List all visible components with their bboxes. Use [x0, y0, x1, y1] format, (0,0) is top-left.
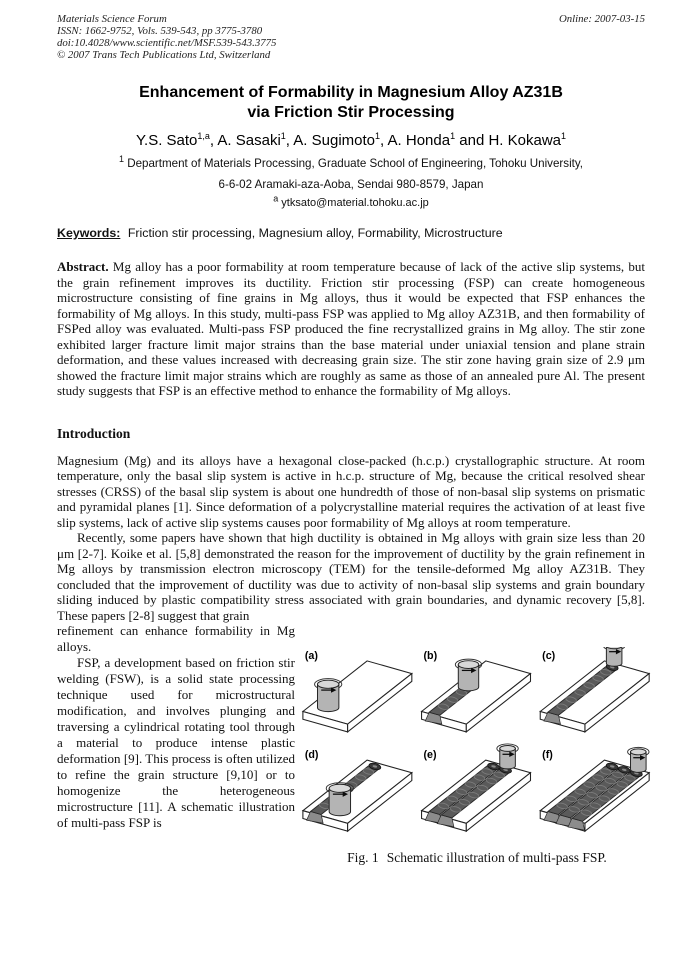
- figure-1-caption: [299, 850, 655, 866]
- figure-panel-label: (d): [304, 749, 319, 762]
- keywords-label: Keywords:: [57, 226, 121, 240]
- figure-panel-label: (e): [423, 749, 437, 762]
- doi-line: doi:10.4028/www.scientific.net/MSF.539-543.3775: [57, 37, 277, 49]
- affiliation-line2: 6-6-02 Aramaki-aza-Aoba, Sendai 980-8579, Japan: [218, 178, 484, 191]
- figure-1-caption-text: Schematic illustration of multi-pass FSP.: [386, 850, 607, 865]
- abstract-label: Abstract.: [57, 259, 109, 274]
- abstract-paragraph: [57, 259, 645, 399]
- journal-name: Materials Science Forum: [57, 13, 167, 25]
- text-figure-region: [57, 623, 645, 869]
- intro-paragraph-2-continued: refinement can enhance formability in Mg alloys.: [57, 623, 295, 654]
- paper-title: [57, 83, 645, 123]
- paper-title-line2: via Friction Stir Processing: [247, 104, 455, 121]
- keywords-line: [57, 226, 645, 240]
- keywords-text: Friction stir processing, Magnesium alloy, Formability, Microstructure: [127, 226, 503, 240]
- section-heading-introduction: Introduction: [57, 425, 131, 441]
- intro-paragraph-3: FSP, a development based on friction stir welding (FSW), is a solid state processing technique used for microstructural modification, and involves plunging and traversing a cylindrical rotating tool through a material to produce intense plastic deformation [9]. This process is often utilized to refine the grain structure [9,10] or to homogenize the heterogeneous microstructure [11]. A schematic illustration of multi-pass FSP is: [57, 655, 295, 830]
- figure-1: [299, 647, 655, 866]
- figure-1-caption-label: Fig. 1: [347, 850, 379, 865]
- online-date: Online: 2007-03-15: [558, 13, 645, 25]
- figure-panel-label: (a): [304, 649, 318, 662]
- figure-1-svg: [299, 647, 655, 846]
- authors-line: Y.S. Sato$^{1,a}$, A. Sasaki$^1$, A. Sugimoto$^1$, A. Honda$^1$ and H. Kokawa$^1$: [135, 131, 567, 149]
- copyright-line: © 2007 Trans Tech Publications Ltd, Switzerland: [57, 49, 271, 61]
- issn-line: ISSN: 1662-9752, Vols. 539-543, pp 3775-3780: [57, 25, 263, 37]
- author-email: $^a$ ytksato@material.tohoku.ac.jp: [273, 193, 429, 209]
- left-text-column: [57, 623, 295, 831]
- abstract-text: Mg alloy has a poor formability at room temperature because of lack of the active slip systems, but the grain refinement improves its ductility. Friction stir processing (FSP) can create homogeneous microstructure consisting of fine grains in Mg alloys, thus it would be expected that FSP enhances the formability of Mg alloys. In this study, multi-pass FSP was applied to Mg alloy AZ31B, and then formability of FSPed alloy was evaluated. Multi-pass FSP produced the fine recrystallized grains in Mg alloy. The stir zone exhibited larger fracture limit major strains than the base material under uniaxial tension and plane strain deformation, and these values increased with decreasing grain size. The stir zone having grain size of 2.9 μm showed the fracture limit major strains which are roughly as same as those of an annealed pure Al. The present study suggests that FSP is an effective method to enhance the formability of Mg alloys.: [57, 259, 646, 398]
- intro-paragraph-1: Magnesium (Mg) and its alloys have a hexagonal close-packed (h.c.p.) crystallographic structure. At room temperature, only the basal slip system is active in h.c.p. structure of Mg, because the critical resolved shear stresses (CRSS) of the basal slip system is about one hundredth of those of non-basal slip systems on prismatic and pyramidal planes [1]. Since deformation of a polycrystalline material requires the activation of at least five slip systems, lack of active slip systems causes poor formability of Mg alloys at room temperature.: [57, 452, 645, 530]
- figure-panel-label: (c): [542, 649, 556, 662]
- intro-paragraph-2: Recently, some papers have shown that high ductility is obtained in Mg alloys with grain size less than 20 μm [2-7]. Koike et al. [5,8] demonstrated the reason for the improvement of ductility by the grain refinement in Mg alloys by transmission electron microscopy (TEM) for the tensile-deformed Mg alloy AZ31B. They concluded that the improvement of ductility was due to activity of non-basal slip systems and grain boundary sliding induced by plastic compatibility stress associated with grain boundaries, and dynamic recovery [5,8]. These papers [2-8] suggest that grain: [57, 530, 645, 623]
- journal-header: [57, 13, 645, 61]
- figure-panel-label: (f): [542, 749, 553, 762]
- paper-title-line1: Enhancement of Formability in Magnesium Alloy AZ31B: [139, 84, 563, 101]
- affiliation-line1: $^1$ Department of Materials Processing, Graduate School of Engineering, Tohoku University,: [118, 154, 584, 170]
- figure-panel-label: (b): [423, 649, 438, 662]
